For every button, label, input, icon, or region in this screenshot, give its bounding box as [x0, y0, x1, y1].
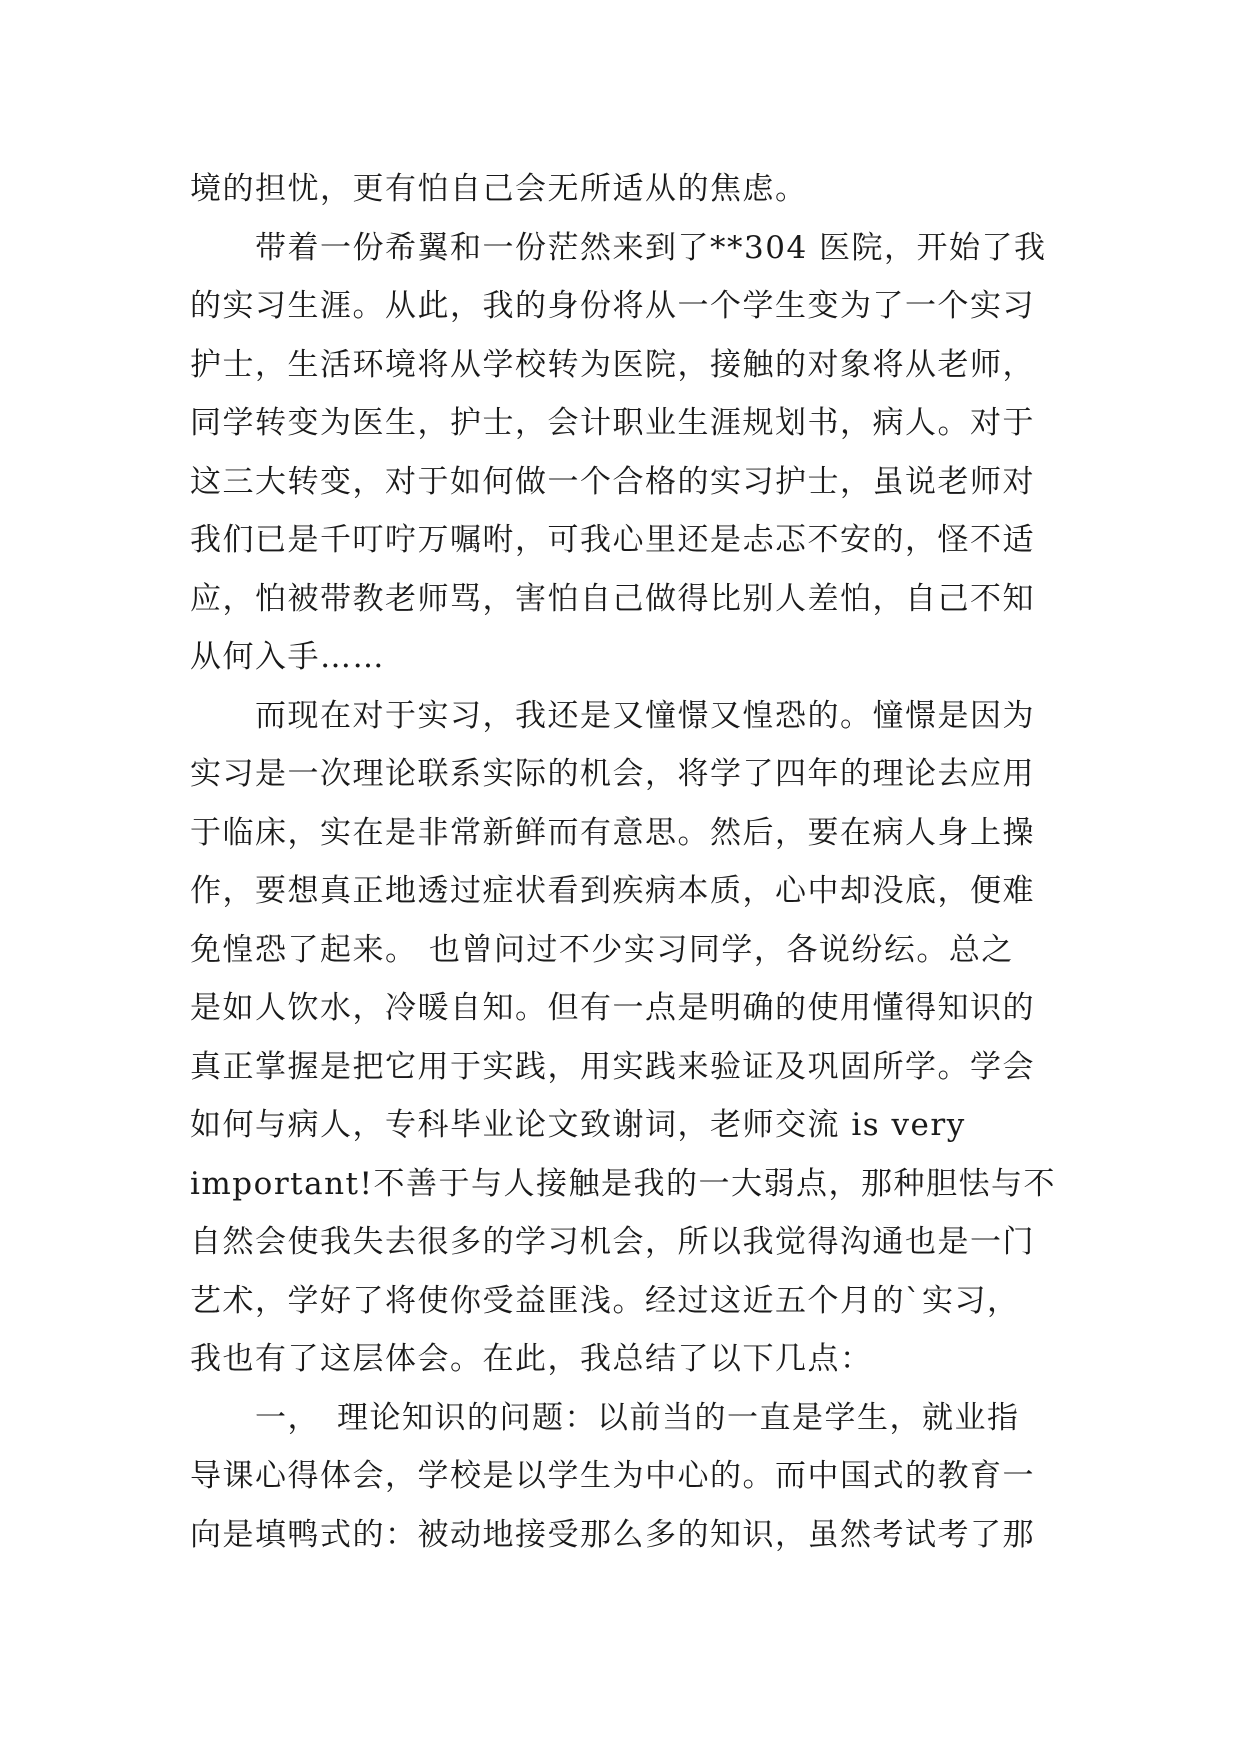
text-line: 实习是一次理论联系实际的机会，将学了四年的理论去应用 [190, 756, 1035, 792]
text-line: 这三大转变，对于如何做一个合格的实习护士，虽说老师对 [190, 463, 1035, 500]
text-line: important!不善于与人接触是我的一大弱点，那种胆怯与不 [190, 1165, 1056, 1202]
text-line: 同学转变为医生，护士，会计职业生涯规划书，病人。对于 [190, 405, 1035, 441]
text-line: 一， 理论知识的问题：以前当的一直是学生，就业指 [190, 1399, 1020, 1436]
text-line: 带着一份希翼和一份茫然来到了**304 医院，开始了我 [190, 229, 1047, 266]
text-line: 于临床，实在是非常新鲜而有意思。然后，要在病人身上操 [190, 814, 1035, 851]
text-line: 的实习生涯。从此，我的身份将从一个学生变为了一个实习 [190, 288, 1035, 324]
text-line: 真正掌握是把它用于实践，用实践来验证及巩固所学。学会 [190, 1048, 1035, 1085]
text-line: 应，怕被带教老师骂，害怕自己做得比别人差怕，自己不知 [190, 580, 1035, 617]
text-line: 境的担忧，更有怕自己会无所适从的焦虑。 [190, 171, 808, 207]
body-text [190, 160, 1070, 1564]
text-line: 从何入手…… [190, 639, 385, 675]
text-line: 免惶恐了起来。 也曾问过不少实习同学，各说纷纭。总之 [190, 931, 1014, 968]
text-line: 是如人饮水，冷暖自知。但有一点是明确的使用懂得知识的 [190, 990, 1035, 1026]
text-line: 艺术，学好了将使你受益匪浅。经过这近五个月的`实习， [190, 1282, 1020, 1319]
text-line: 我们已是千叮咛万嘱咐，可我心里还是忐忑不安的，怪不适 [190, 522, 1035, 558]
text-line: 自然会使我失去很多的学习机会，所以我觉得沟通也是一门 [190, 1224, 1035, 1260]
text-line: 护士，生活环境将从学校转为医院，接触的对象将从老师， [190, 346, 1035, 383]
text-line: 而现在对于实习，我还是又憧憬又惶恐的。憧憬是因为 [190, 697, 1035, 734]
text-line: 向是填鸭式的：被动地接受那么多的知识，虽然考试考了那 [190, 1516, 1035, 1553]
text-line: 作，要想真正地透过症状看到疾病本质，心中却没底，便难 [190, 873, 1035, 909]
text-line: 我也有了这层体会。在此，我总结了以下几点： [190, 1341, 873, 1377]
text-line: 如何与病人，专科毕业论文致谢词，老师交流 is very [190, 1107, 966, 1143]
text-line: 导课心得体会，学校是以学生为中心的。而中国式的教育一 [190, 1458, 1035, 1494]
